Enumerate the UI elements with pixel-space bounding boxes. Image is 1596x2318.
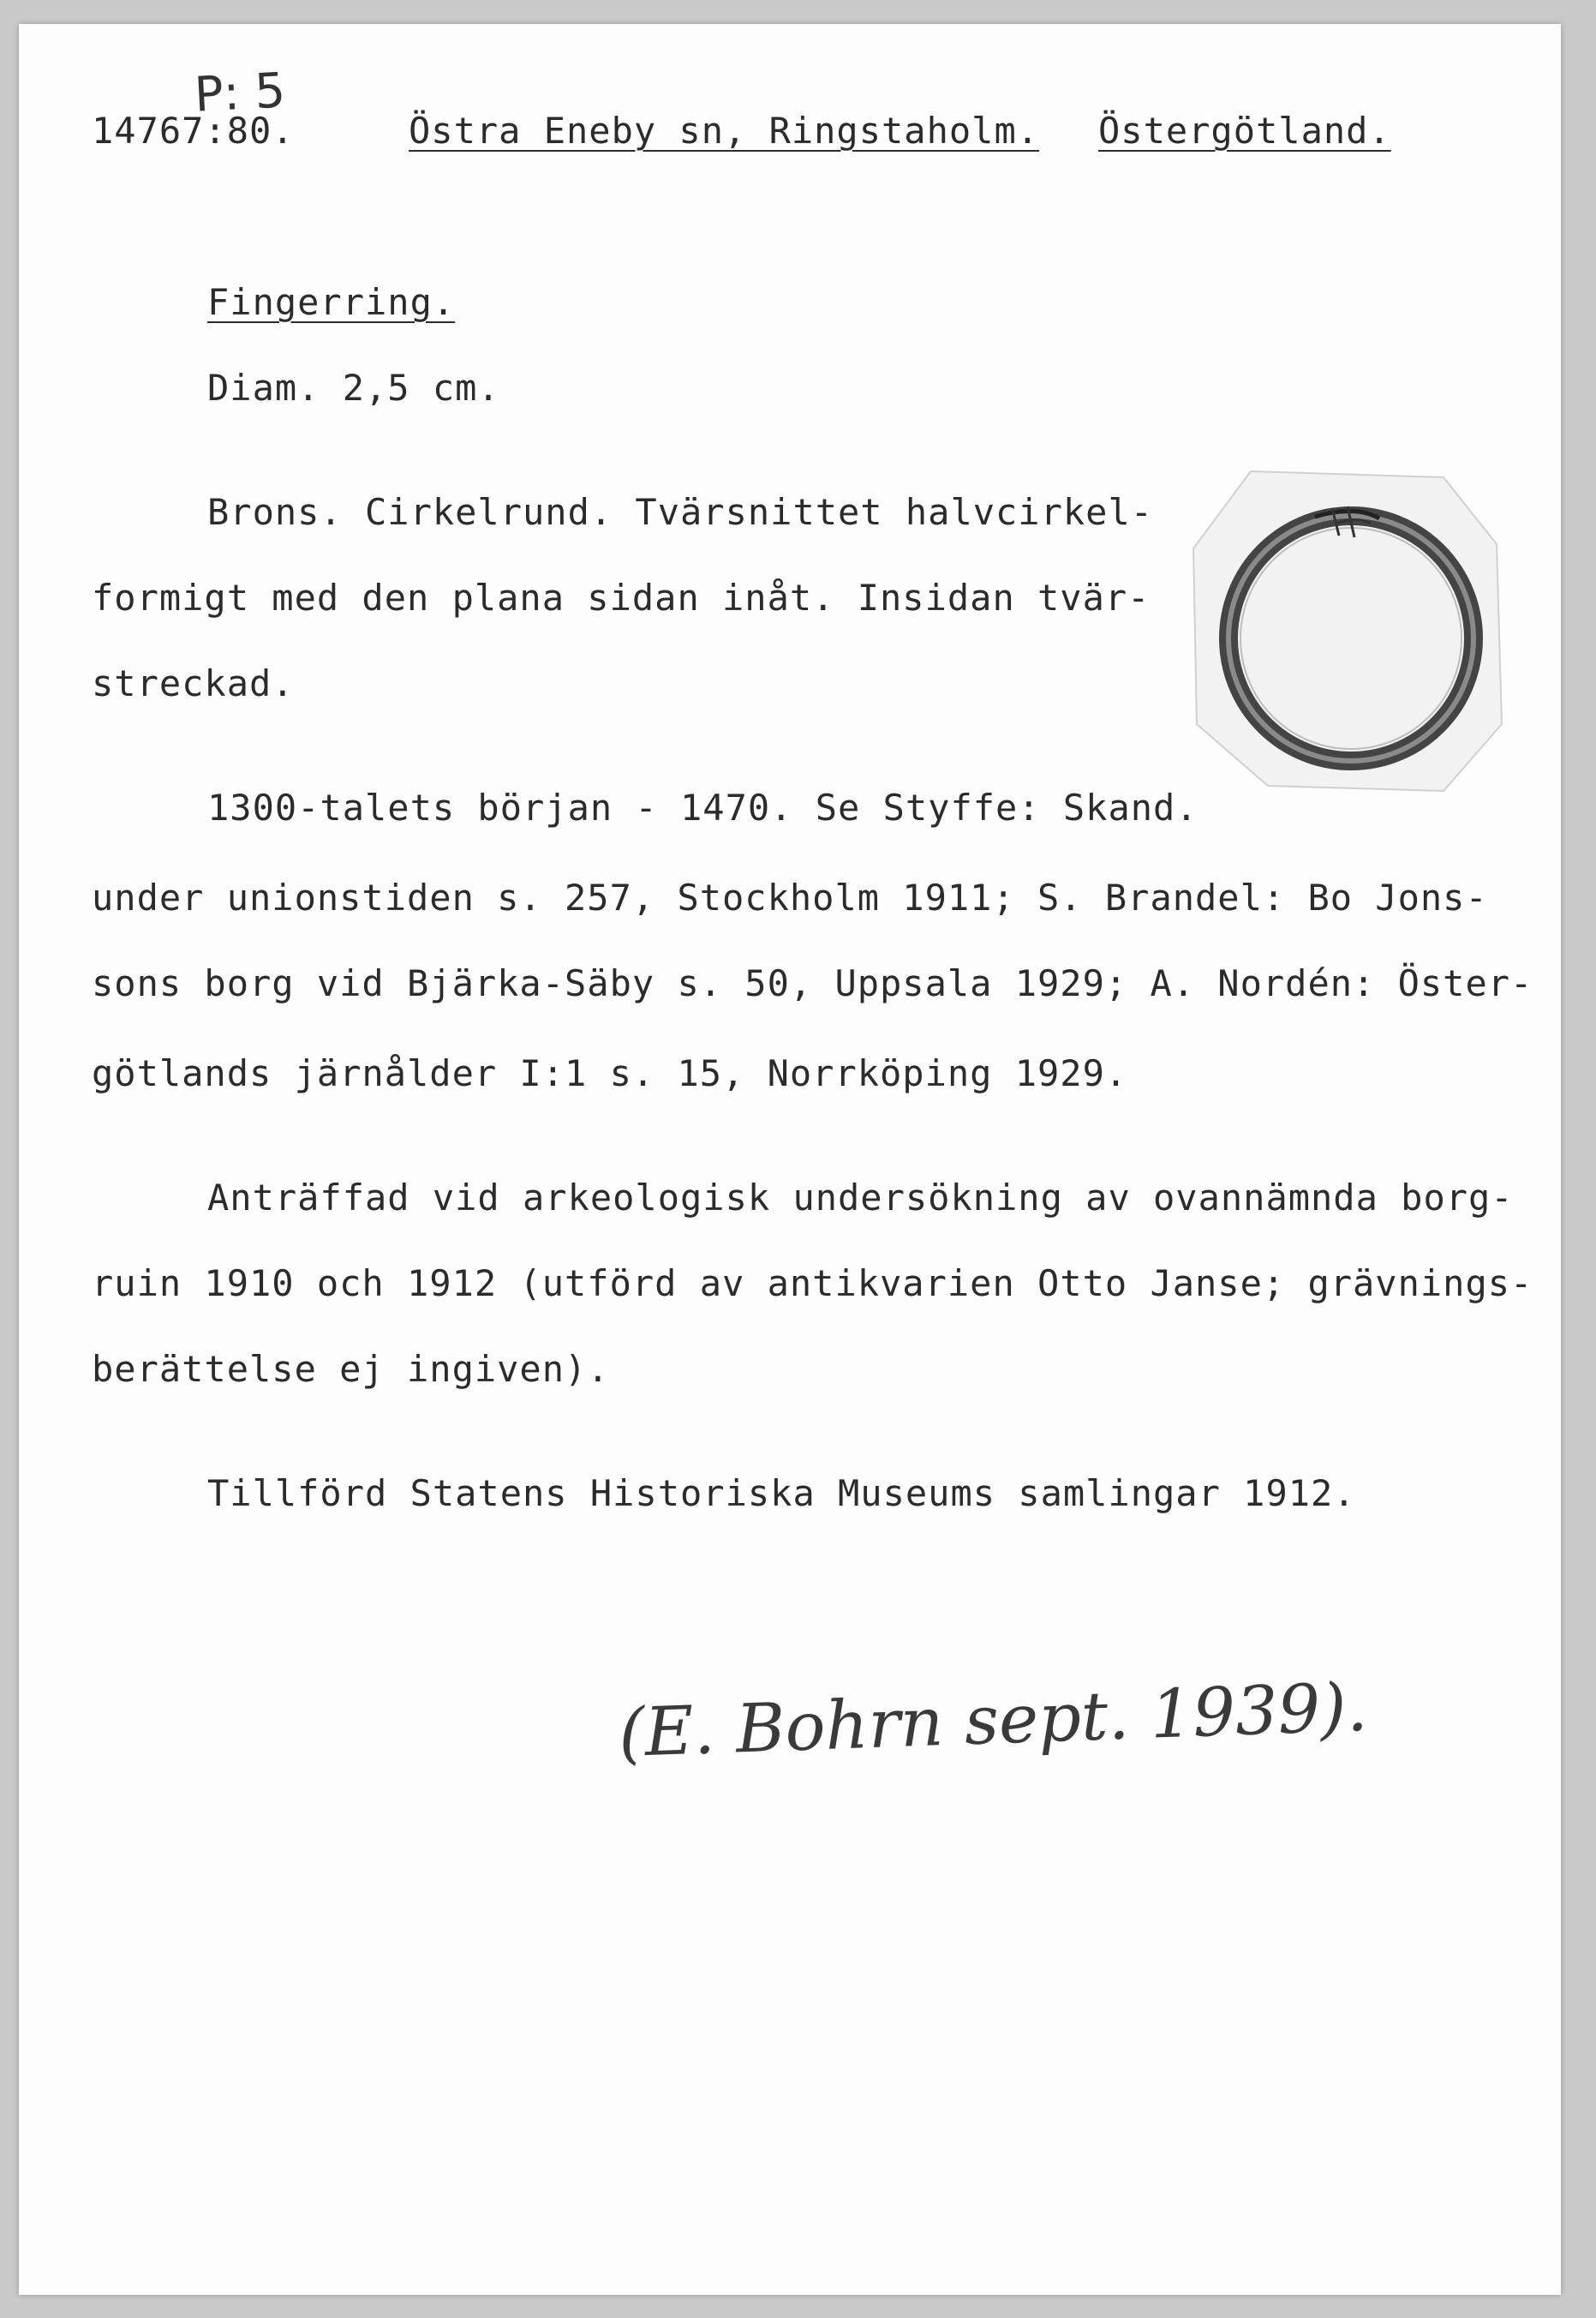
- dimension: Diam. 2,5 cm.: [207, 367, 500, 409]
- acquisition-note: Tillförd Statens Historiska Museums samlingar 1912.: [207, 1472, 1356, 1514]
- ring-photograph: [1187, 467, 1512, 801]
- dating-line: under unionstiden s. 257, Stockholm 1911; S. Brandel: Bo Jons-: [92, 877, 1488, 919]
- description-line: Brons. Cirkelrund. Tvärsnittet halvcirkel-: [207, 491, 1154, 533]
- catalog-number: 14767:80.: [92, 110, 295, 152]
- description-line: streckad.: [92, 662, 295, 704]
- region: Östergötland.: [1098, 110, 1391, 152]
- object-title: Fingerring.: [207, 281, 456, 323]
- catalog-card: [19, 24, 1561, 2295]
- corner-mark: P: 5: [193, 63, 287, 123]
- find-location: Östra Eneby sn, Ringstaholm.: [409, 110, 1040, 152]
- find-context-line: ruin 1910 och 1912 (utförd av antikvarien Otto Janse; grävnings-: [92, 1262, 1533, 1304]
- find-context-line: Anträffad vid arkeologisk undersökning av ovannämnda borg-: [207, 1177, 1514, 1219]
- find-context-line: berättelse ej ingiven).: [92, 1348, 610, 1390]
- handwritten-signature: (E. Bohrn sept. 1939).: [617, 1668, 1369, 1773]
- dating-line: sons borg vid Bjärka-Säby s. 50, Uppsala 1929; A. Nordén: Öster-: [92, 962, 1533, 1004]
- description-line: formigt med den plana sidan inåt. Insidan tvär-: [92, 577, 1151, 619]
- dating-line: 1300-talets början - 1470. Se Styffe: Skand.: [207, 787, 1198, 829]
- dating-line: götlands järnålder I:1 s. 15, Norrköping 1929.: [92, 1052, 1128, 1094]
